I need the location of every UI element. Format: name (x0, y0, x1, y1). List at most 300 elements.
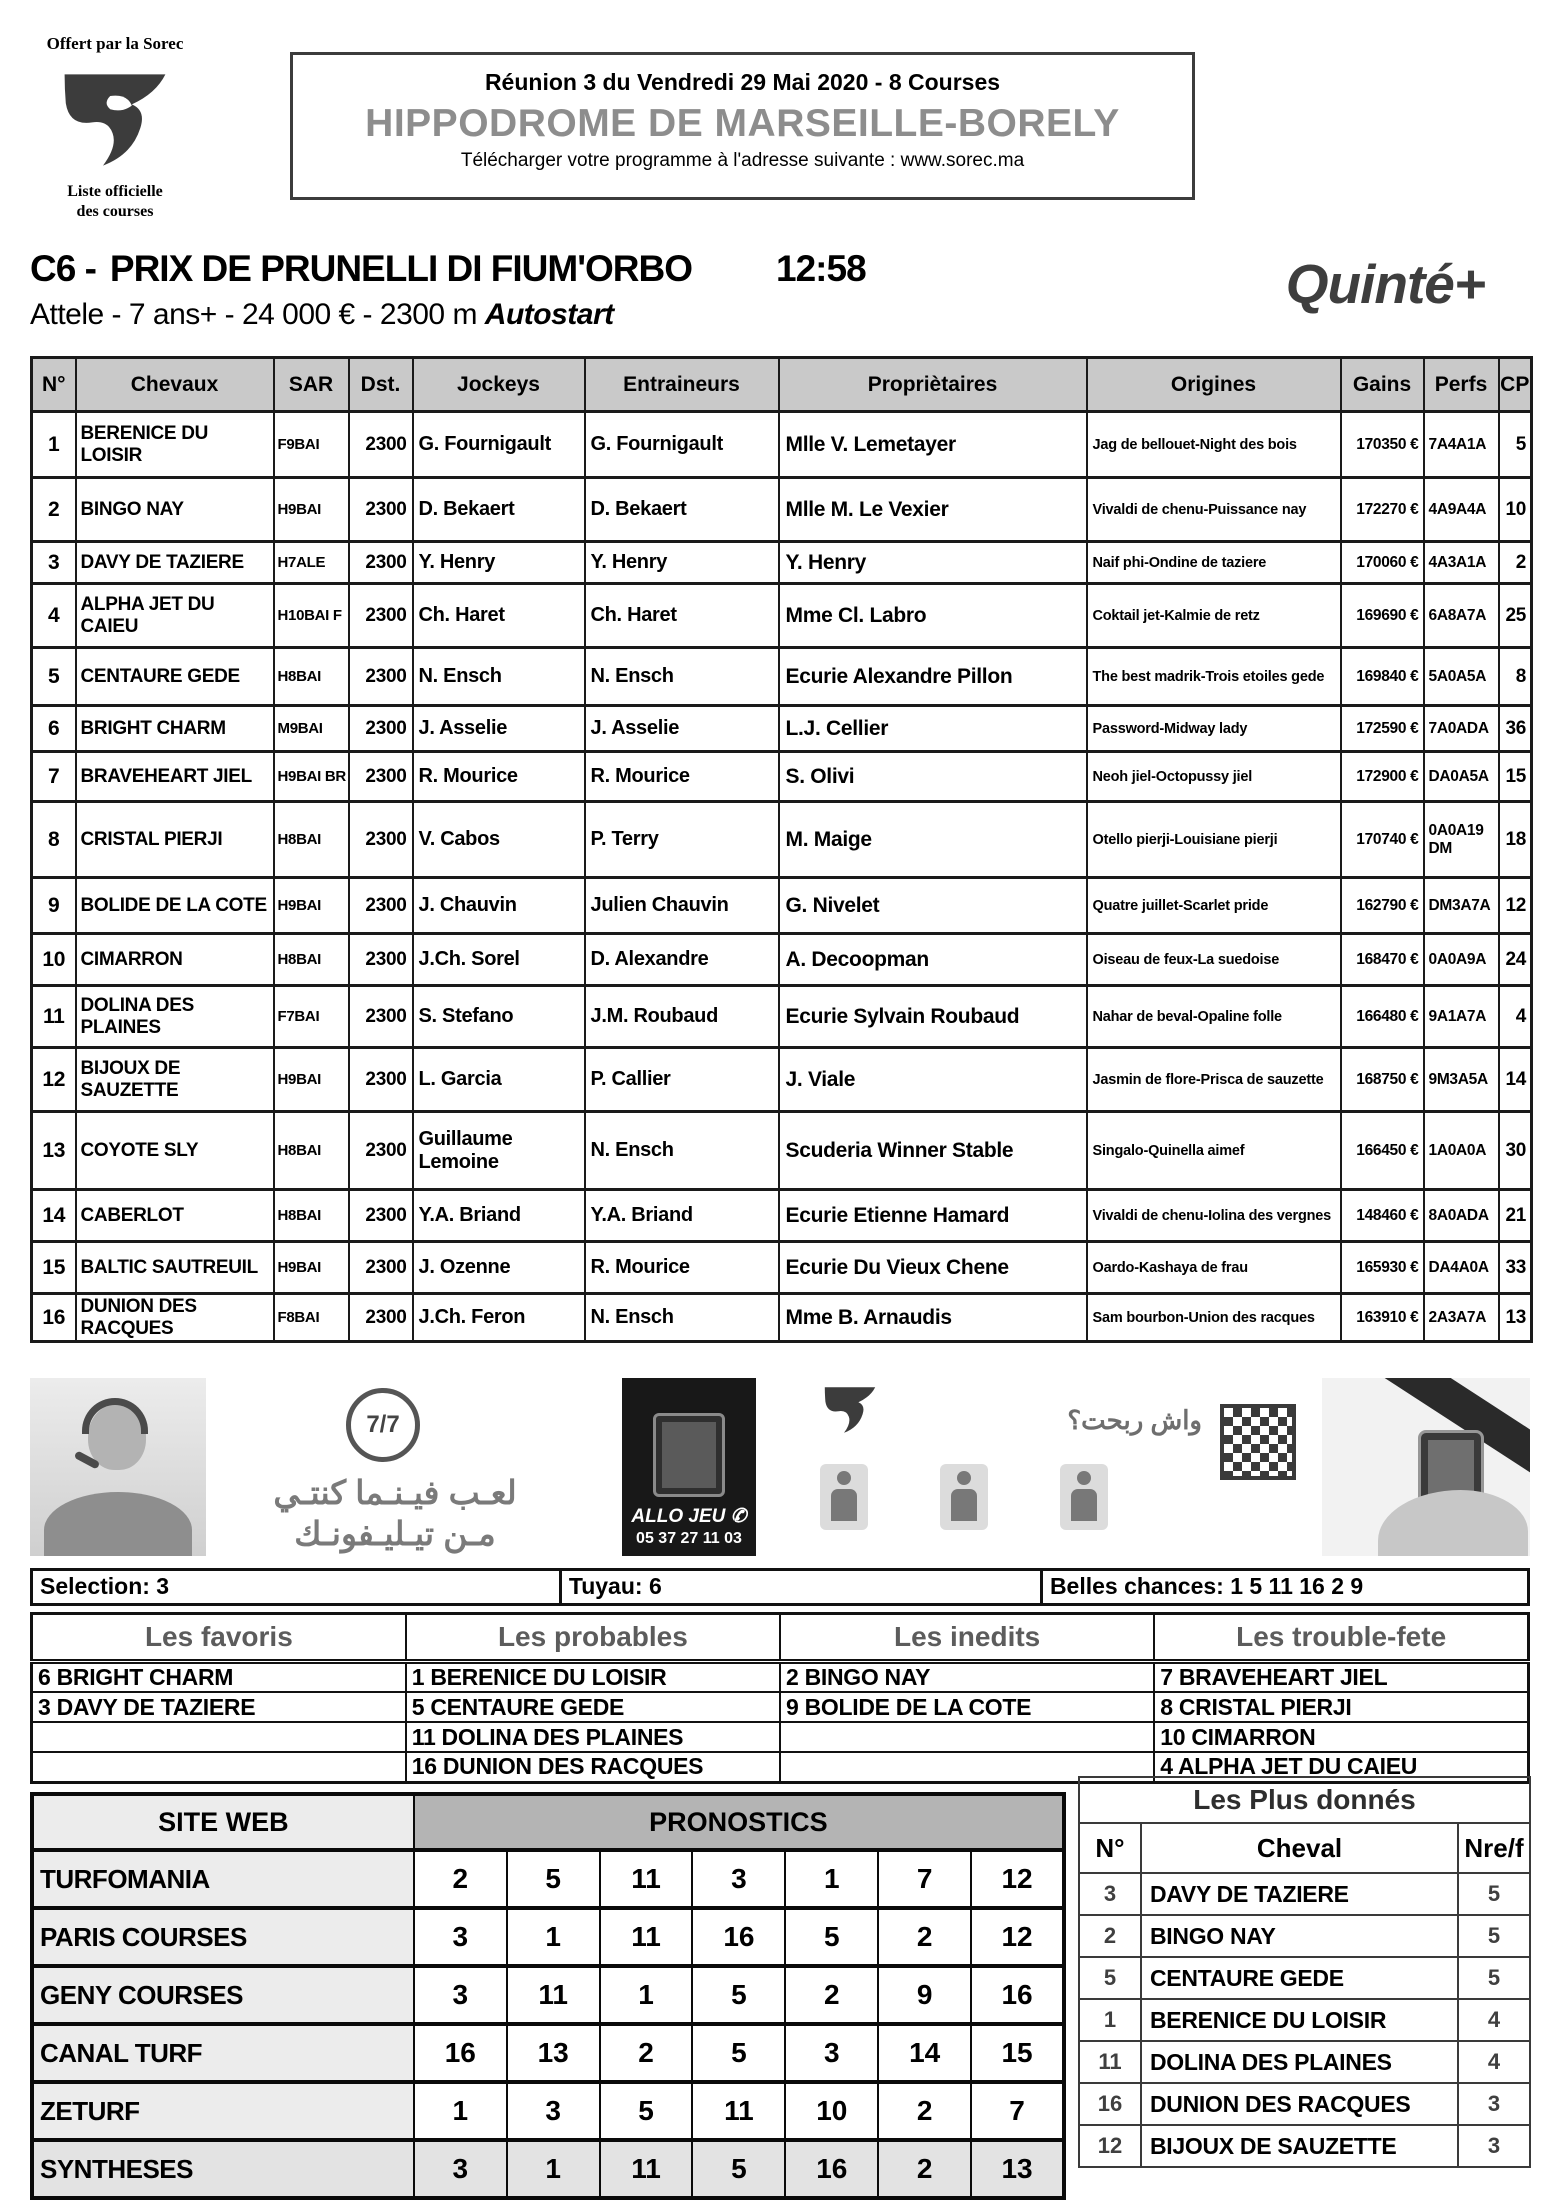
runner-num-cell: 15 (32, 1242, 76, 1294)
pick-cell: 7 (878, 1850, 971, 1908)
runner-trainer-cell: N. Ensch (585, 1112, 779, 1190)
runner-trainer-cell: N. Ensch (585, 1294, 779, 1342)
runner-row (32, 584, 1532, 648)
runner-owner-cell: G. Nivelet (779, 878, 1087, 934)
runner-jockey-cell: Y.A. Briand (413, 1190, 585, 1242)
meeting-title: Réunion 3 du Vendredi 29 Mai 2020 - 8 Courses (484, 69, 1001, 95)
plus-nref-cell: 4 (1458, 1999, 1530, 2041)
runner-sar-cell: H8BAI (274, 802, 349, 878)
pick-cell: 12 (971, 1850, 1064, 1908)
person-card-icon (940, 1464, 988, 1530)
runner-perfs-cell: 9A1A7A (1424, 986, 1499, 1048)
runner-gains-cell: 169840 € (1341, 648, 1424, 706)
sorec-mini-logo-icon (820, 1380, 880, 1440)
site-name-cell: TURFOMANIA (32, 1850, 414, 1908)
runner-jockey-cell: V. Cabos (413, 802, 585, 878)
plus-cheval-cell: BIJOUX DE SAUZETTE (1141, 2125, 1458, 2167)
runners-col-sar: SAR (274, 358, 349, 412)
runner-sar-cell: H8BAI (274, 934, 349, 986)
runner-cp-cell: 4 (1499, 986, 1532, 1048)
runner-jockey-cell: G. Fournigault (413, 412, 585, 478)
runner-perfs-cell: 2A3A7A (1424, 1294, 1499, 1342)
runner-horse-cell: DAVY DE TAZIERE (76, 542, 274, 584)
plus-donnes-row (1079, 2041, 1530, 2083)
pick-cell: 1 (507, 2140, 600, 2198)
headset-icon (82, 1398, 148, 1434)
site-name-cell: ZETURF (32, 2082, 414, 2140)
runner-jockey-cell: D. Bekaert (413, 478, 585, 542)
runner-owner-cell: Mme Cl. Labro (779, 584, 1087, 648)
plus-nref-cell: 5 (1458, 1957, 1530, 1999)
pick-cell: 2 (878, 2082, 971, 2140)
pick-cell: 14 (878, 2024, 971, 2082)
tips-col-inedits: Les inedits (780, 1614, 1154, 1662)
site-name-cell: CANAL TURF (32, 2024, 414, 2082)
runners-col-gains: Gains (1341, 358, 1424, 412)
runner-row (32, 412, 1532, 478)
runner-row (32, 542, 1532, 584)
tips-col-favoris: Les favoris (32, 1614, 406, 1662)
runner-dst-cell: 2300 (349, 1048, 413, 1112)
runner-owner-cell: A. Decoopman (779, 934, 1087, 986)
plus-donnes-header-row (1079, 1823, 1530, 1873)
runner-dst-cell: 2300 (349, 412, 413, 478)
runner-owner-cell: Ecurie Sylvain Roubaud (779, 986, 1087, 1048)
runner-jockey-cell: S. Stefano (413, 986, 585, 1048)
runner-owner-cell: L.J. Cellier (779, 706, 1087, 752)
runner-owner-cell: Ecurie Alexandre Pillon (779, 648, 1087, 706)
pronostic-row (32, 1966, 1064, 2024)
qr-code-icon (1220, 1404, 1296, 1480)
pronostic-row (32, 2082, 1064, 2140)
pick-cell: 3 (692, 1850, 785, 1908)
runner-row (32, 478, 1532, 542)
pick-cell: 13 (971, 2140, 1064, 2198)
pick-cell: 15 (971, 2024, 1064, 2082)
plus-donnes-row (1079, 2125, 1530, 2167)
pick-cell: 5 (692, 1966, 785, 2024)
runner-gains-cell: 168750 € (1341, 1048, 1424, 1112)
runner-dst-cell: 2300 (349, 986, 413, 1048)
allo-jeu-label: ALLO JEU ✆ (631, 1506, 747, 1527)
runner-horse-cell: DOLINA DES PLAINES (76, 986, 274, 1048)
runner-dst-cell: 2300 (349, 752, 413, 802)
runner-row (32, 878, 1532, 934)
runner-horse-cell: BERENICE DU LOISIR (76, 412, 274, 478)
tip-cell: 11 DOLINA DES PLAINES (406, 1722, 780, 1752)
agent-body-shape (44, 1492, 192, 1556)
pick-cell: 13 (507, 2024, 600, 2082)
runner-num-cell: 13 (32, 1112, 76, 1190)
runner-gains-cell: 165930 € (1341, 1242, 1424, 1294)
runner-row (32, 802, 1532, 878)
runner-gains-cell: 163910 € (1341, 1294, 1424, 1342)
selection-cell: Selection: 3 (33, 1571, 562, 1603)
runner-sar-cell: H10BAI F (274, 584, 349, 648)
runner-perfs-cell: 5A0A5A (1424, 648, 1499, 706)
ads-strip (30, 1378, 1530, 1556)
runner-cp-cell: 15 (1499, 752, 1532, 802)
runner-num-cell: 8 (32, 802, 76, 878)
plus-nref-cell: 5 (1458, 1915, 1530, 1957)
runner-gains-cell: 170350 € (1341, 412, 1424, 478)
runner-jockey-cell: J.Ch. Feron (413, 1294, 585, 1342)
plus-cheval-cell: CENTAURE GEDE (1141, 1957, 1458, 1999)
sorec-logo-icon (55, 60, 175, 180)
runners-col-dst: Dst. (349, 358, 413, 412)
runner-perfs-cell: 4A9A4A (1424, 478, 1499, 542)
runner-jockey-cell: Guillaume Lemoine (413, 1112, 585, 1190)
runner-dst-cell: 2300 (349, 1112, 413, 1190)
plus-num-cell: 3 (1079, 1873, 1141, 1915)
tips-row (32, 1722, 1529, 1752)
runner-trainer-cell: Y.A. Briand (585, 1190, 779, 1242)
pick-cell: 11 (692, 2082, 785, 2140)
runner-num-cell: 5 (32, 648, 76, 706)
runner-gains-cell: 172270 € (1341, 478, 1424, 542)
tip-cell: 4 ALPHA JET DU CAIEU (1154, 1752, 1528, 1782)
runner-gains-cell: 148460 € (1341, 1190, 1424, 1242)
person-card-icon (820, 1464, 868, 1530)
runners-col-num: N° (32, 358, 76, 412)
runner-origins-cell: Jag de bellouet-Night des bois (1087, 412, 1341, 478)
runner-owner-cell: Y. Henry (779, 542, 1087, 584)
race-conditions-line (30, 298, 614, 332)
runner-sar-cell: H8BAI (274, 1112, 349, 1190)
runner-cp-cell: 36 (1499, 706, 1532, 752)
tip-cell: 6 BRIGHT CHARM (32, 1662, 406, 1693)
runner-cp-cell: 12 (1499, 878, 1532, 934)
plus-cheval-cell: DUNION DES RACQUES (1141, 2083, 1458, 2125)
hand-shape (1378, 1490, 1528, 1556)
plus-donnes-row (1079, 2083, 1530, 2125)
tip-cell: 7 BRAVEHEART JIEL (1154, 1662, 1528, 1693)
runner-row (32, 1242, 1532, 1294)
runner-dst-cell: 2300 (349, 648, 413, 706)
pick-cell: 1 (785, 1850, 878, 1908)
tip-cell: 8 CRISTAL PIERJI (1154, 1692, 1528, 1722)
runner-cp-cell: 14 (1499, 1048, 1532, 1112)
offered-by-text: Offert par la Sorec (46, 34, 184, 53)
pick-cell: 2 (878, 1908, 971, 1966)
pick-cell: 16 (414, 2024, 507, 2082)
plus-cheval-cell: DAVY DE TAZIERE (1141, 1873, 1458, 1915)
runner-perfs-cell: 0A0A9A (1424, 934, 1499, 986)
runner-perfs-cell: 7A0ADA (1424, 706, 1499, 752)
tips-row (32, 1692, 1529, 1722)
runner-origins-cell: Naif phi-Ondine de taziere (1087, 542, 1341, 584)
sorec-logo-box (28, 34, 202, 222)
pick-cell: 11 (600, 1908, 693, 1966)
pick-cell: 5 (692, 2024, 785, 2082)
runner-sar-cell: H9BAI (274, 1242, 349, 1294)
plus-num-cell: 11 (1079, 2041, 1141, 2083)
runner-trainer-cell: G. Fournigault (585, 412, 779, 478)
runner-row (32, 1190, 1532, 1242)
pick-cell: 3 (414, 1966, 507, 2024)
runner-sar-cell: H7ALE (274, 542, 349, 584)
runner-dst-cell: 2300 (349, 706, 413, 752)
runner-row (32, 752, 1532, 802)
runner-jockey-cell: Ch. Haret (413, 584, 585, 648)
runner-num-cell: 14 (32, 1190, 76, 1242)
runner-row (32, 1048, 1532, 1112)
runner-dst-cell: 2300 (349, 878, 413, 934)
runner-horse-cell: BALTIC SAUTREUIL (76, 1242, 274, 1294)
runner-sar-cell: H8BAI (274, 1190, 349, 1242)
runner-horse-cell: CABERLOT (76, 1190, 274, 1242)
runner-gains-cell: 172900 € (1341, 752, 1424, 802)
plus-donnes-row (1079, 1915, 1530, 1957)
pick-cell: 2 (600, 2024, 693, 2082)
pick-cell: 10 (785, 2082, 878, 2140)
runner-trainer-cell: P. Terry (585, 802, 779, 878)
runner-gains-cell: 170060 € (1341, 542, 1424, 584)
runner-gains-cell: 170740 € (1341, 802, 1424, 878)
site-web-header: SITE WEB (32, 1794, 414, 1850)
runner-trainer-cell: P. Callier (585, 1048, 779, 1112)
plus-nref-cell: 4 (1458, 2041, 1530, 2083)
pronostic-row (32, 1850, 1064, 1908)
runner-num-cell: 3 (32, 542, 76, 584)
runner-perfs-cell: 8A0ADA (1424, 1190, 1499, 1242)
tip-cell: 3 DAVY DE TAZIERE (32, 1692, 406, 1722)
pick-cell: 2 (414, 1850, 507, 1908)
runner-cp-cell: 24 (1499, 934, 1532, 986)
runner-owner-cell: S. Olivi (779, 752, 1087, 802)
pronostics-header-row (32, 1794, 1064, 1850)
pick-cell: 9 (878, 1966, 971, 2024)
runner-cp-cell: 18 (1499, 802, 1532, 878)
runner-cp-cell: 2 (1499, 542, 1532, 584)
runner-num-cell: 11 (32, 986, 76, 1048)
runner-horse-cell: ALPHA JET DU CAIEU (76, 584, 274, 648)
runner-origins-cell: Quatre juillet-Scarlet pride (1087, 878, 1341, 934)
runner-origins-cell: Sam bourbon-Union des racques (1087, 1294, 1341, 1342)
runner-origins-cell: Oardo-Kashaya de frau (1087, 1242, 1341, 1294)
pick-cell: 1 (600, 1966, 693, 2024)
runner-dst-cell: 2300 (349, 934, 413, 986)
runner-trainer-cell: N. Ensch (585, 648, 779, 706)
tips-row (32, 1662, 1529, 1693)
runner-dst-cell: 2300 (349, 1242, 413, 1294)
tip-cell (32, 1722, 406, 1752)
play-anywhere-ad (206, 1378, 574, 1556)
race-start-type: Autostart (484, 298, 614, 331)
runner-num-cell: 12 (32, 1048, 76, 1112)
runner-dst-cell: 2300 (349, 478, 413, 542)
plus-donnes-title: Les Plus donnés (1078, 1776, 1531, 1822)
phone-image-placeholder (653, 1413, 725, 1497)
runner-origins-cell: Password-Midway lady (1087, 706, 1341, 752)
plus-num-cell: 12 (1079, 2125, 1141, 2167)
runner-origins-cell: Vivaldi de chenu-Iolina des vergnes (1087, 1190, 1341, 1242)
runner-cp-cell: 25 (1499, 584, 1532, 648)
pick-cell: 11 (600, 1850, 693, 1908)
pick-cell: 3 (414, 1908, 507, 1966)
runner-cp-cell: 10 (1499, 478, 1532, 542)
runner-row (32, 1294, 1532, 1342)
runner-origins-cell: Coktail jet-Kalmie de retz (1087, 584, 1341, 648)
runner-horse-cell: BOLIDE DE LA COTE (76, 878, 274, 934)
runner-jockey-cell: R. Mourice (413, 752, 585, 802)
pick-cell: 2 (785, 1966, 878, 2024)
pick-cell: 1 (507, 1908, 600, 1966)
runner-origins-cell: Oiseau de feux-La suedoise (1087, 934, 1341, 986)
runners-table (30, 356, 1533, 1343)
pick-cell: 3 (414, 2140, 507, 2198)
runner-row (32, 648, 1532, 706)
runner-gains-cell: 168470 € (1341, 934, 1424, 986)
runner-perfs-cell: DA4A0A (1424, 1242, 1499, 1294)
runner-trainer-cell: J.M. Roubaud (585, 986, 779, 1048)
runner-origins-cell: Singalo-Quinella aimef (1087, 1112, 1341, 1190)
runner-cp-cell: 5 (1499, 412, 1532, 478)
qr-question-block (1067, 1404, 1296, 1480)
pick-cell: 5 (600, 2082, 693, 2140)
runner-cp-cell: 8 (1499, 648, 1532, 706)
pick-cell: 16 (785, 2140, 878, 2198)
runner-jockey-cell: J. Ozenne (413, 1242, 585, 1294)
runners-col-cp: CP (1499, 358, 1532, 412)
arabic-win-question: واش ربحت؟ (1067, 1405, 1202, 1435)
runner-sar-cell: M9BAI (274, 706, 349, 752)
runner-num-cell: 4 (32, 584, 76, 648)
pick-cell: 5 (692, 2140, 785, 2198)
selection-bar (30, 1568, 1530, 1606)
tips-table (30, 1612, 1530, 1784)
download-note: Télécharger votre programme à l'adresse suivante : www.sorec.ma (460, 150, 1025, 171)
runner-cp-cell: 33 (1499, 1242, 1532, 1294)
tip-cell: 9 BOLIDE DE LA COTE (780, 1692, 1154, 1722)
runner-row (32, 934, 1532, 986)
hand-phone-ad (1322, 1378, 1530, 1556)
runner-dst-cell: 2300 (349, 542, 413, 584)
allo-jeu-number: 05 37 27 11 03 (636, 1530, 742, 1547)
hippodrome-title: HIPPODROME DE MARSEILLE-BORELY (365, 102, 1120, 145)
runner-sar-cell: H8BAI (274, 648, 349, 706)
runner-sar-cell: F8BAI (274, 1294, 349, 1342)
race-conditions: Attele - 7 ans+ - 24 000 € - 2300 m (30, 298, 477, 331)
plus-donnes-row (1079, 1999, 1530, 2041)
ticket-icon-cards (820, 1464, 1108, 1530)
plus-num-cell: 16 (1079, 2083, 1141, 2125)
runner-origins-cell: Jasmin de flore-Prisca de sauzette (1087, 1048, 1341, 1112)
tips-col-probables: Les probables (406, 1614, 780, 1662)
runner-num-cell: 16 (32, 1294, 76, 1342)
runner-cp-cell: 13 (1499, 1294, 1532, 1342)
pick-cell: 3 (507, 2082, 600, 2140)
tip-cell: 5 CENTAURE GEDE (406, 1692, 780, 1722)
pick-cell: 16 (692, 1908, 785, 1966)
callcenter-agent-photo (30, 1378, 206, 1556)
pick-cell: 5 (785, 1908, 878, 1966)
plus-donnes-table (1078, 1822, 1531, 2168)
pronostics-table (30, 1792, 1066, 2200)
runner-trainer-cell: R. Mourice (585, 752, 779, 802)
tips-col-trouble-fete: Les trouble-fete (1154, 1614, 1528, 1662)
runner-trainer-cell: J. Asselie (585, 706, 779, 752)
runner-horse-cell: COYOTE SLY (76, 1112, 274, 1190)
runner-row (32, 986, 1532, 1048)
runners-col-entraineurs: Entraineurs (585, 358, 779, 412)
tip-cell (32, 1752, 406, 1782)
runner-trainer-cell: D. Alexandre (585, 934, 779, 986)
runner-owner-cell: M. Maige (779, 802, 1087, 878)
pronostic-row (32, 2140, 1064, 2198)
runner-owner-cell: Mlle V. Lemetayer (779, 412, 1087, 478)
pick-cell: 2 (878, 2140, 971, 2198)
runner-perfs-cell: 0A0A19 DM (1424, 802, 1499, 878)
pick-cell: 3 (785, 2024, 878, 2082)
runner-horse-cell: BRAVEHEART JIEL (76, 752, 274, 802)
runner-sar-cell: F7BAI (274, 986, 349, 1048)
plus-cheval-cell: DOLINA DES PLAINES (1141, 2041, 1458, 2083)
pick-cell: 7 (971, 2082, 1064, 2140)
belles-chances-cell: Belles chances: 1 5 11 16 2 9 (1049, 1573, 1364, 1599)
seven-seven-badge: 7/7 (346, 1388, 420, 1462)
runner-sar-cell: H9BAI (274, 478, 349, 542)
runner-jockey-cell: J. Chauvin (413, 878, 585, 934)
runner-jockey-cell: N. Ensch (413, 648, 585, 706)
runner-dst-cell: 2300 (349, 1190, 413, 1242)
plus-nref-cell: 3 (1458, 2125, 1530, 2167)
plus-nref-cell: 3 (1458, 2083, 1530, 2125)
bet-type-label: Quinté+ (1285, 253, 1485, 315)
runner-sar-cell: H9BAI BR (274, 752, 349, 802)
runner-horse-cell: CIMARRON (76, 934, 274, 986)
plus-num-cell: 5 (1079, 1957, 1141, 1999)
plus-num-cell: 2 (1079, 1915, 1141, 1957)
runner-perfs-cell: 7A4A1A (1424, 412, 1499, 478)
runner-gains-cell: 169690 € (1341, 584, 1424, 648)
plus-num-cell: 1 (1079, 1999, 1141, 2041)
runner-horse-cell: CRISTAL PIERJI (76, 802, 274, 878)
race-time: 12:58 (776, 248, 866, 289)
pronostics-header: PRONOSTICS (414, 1794, 1064, 1850)
runner-owner-cell: J. Viale (779, 1048, 1087, 1112)
runner-horse-cell: BRIGHT CHARM (76, 706, 274, 752)
pick-cell: 11 (600, 2140, 693, 2198)
plus-donnes-row (1079, 1957, 1530, 1999)
runners-col-origines: Origines (1087, 358, 1341, 412)
meeting-header-box (290, 52, 1195, 200)
race-title-line (30, 248, 866, 290)
pick-cell: 11 (507, 1966, 600, 2024)
runner-perfs-cell: 4A3A1A (1424, 542, 1499, 584)
race-name: PRIX DE PRUNELLI DI FIUM'ORBO (109, 248, 693, 289)
runner-owner-cell: Mme B. Arnaudis (779, 1294, 1087, 1342)
runner-horse-cell: BINGO NAY (76, 478, 274, 542)
runner-row (32, 1112, 1532, 1190)
runner-sar-cell: H9BAI (274, 1048, 349, 1112)
runner-origins-cell: The best madrik-Trois etoiles gede (1087, 648, 1341, 706)
runner-perfs-cell: DM3A7A (1424, 878, 1499, 934)
runner-cp-cell: 30 (1499, 1112, 1532, 1190)
runner-sar-cell: F9BAI (274, 412, 349, 478)
runner-cp-cell: 21 (1499, 1190, 1532, 1242)
plus-col-nref: Nre/f (1458, 1823, 1530, 1873)
runners-col-jockeys: Jockeys (413, 358, 585, 412)
runner-origins-cell: Nahar de beval-Opaline folle (1087, 986, 1341, 1048)
runner-owner-cell: Mlle M. Le Vexier (779, 478, 1087, 542)
runner-num-cell: 2 (32, 478, 76, 542)
runner-num-cell: 1 (32, 412, 76, 478)
runner-perfs-cell: DA0A5A (1424, 752, 1499, 802)
runner-row (32, 706, 1532, 752)
pronostic-row (32, 2024, 1064, 2082)
runner-perfs-cell: 1A0A0A (1424, 1112, 1499, 1190)
